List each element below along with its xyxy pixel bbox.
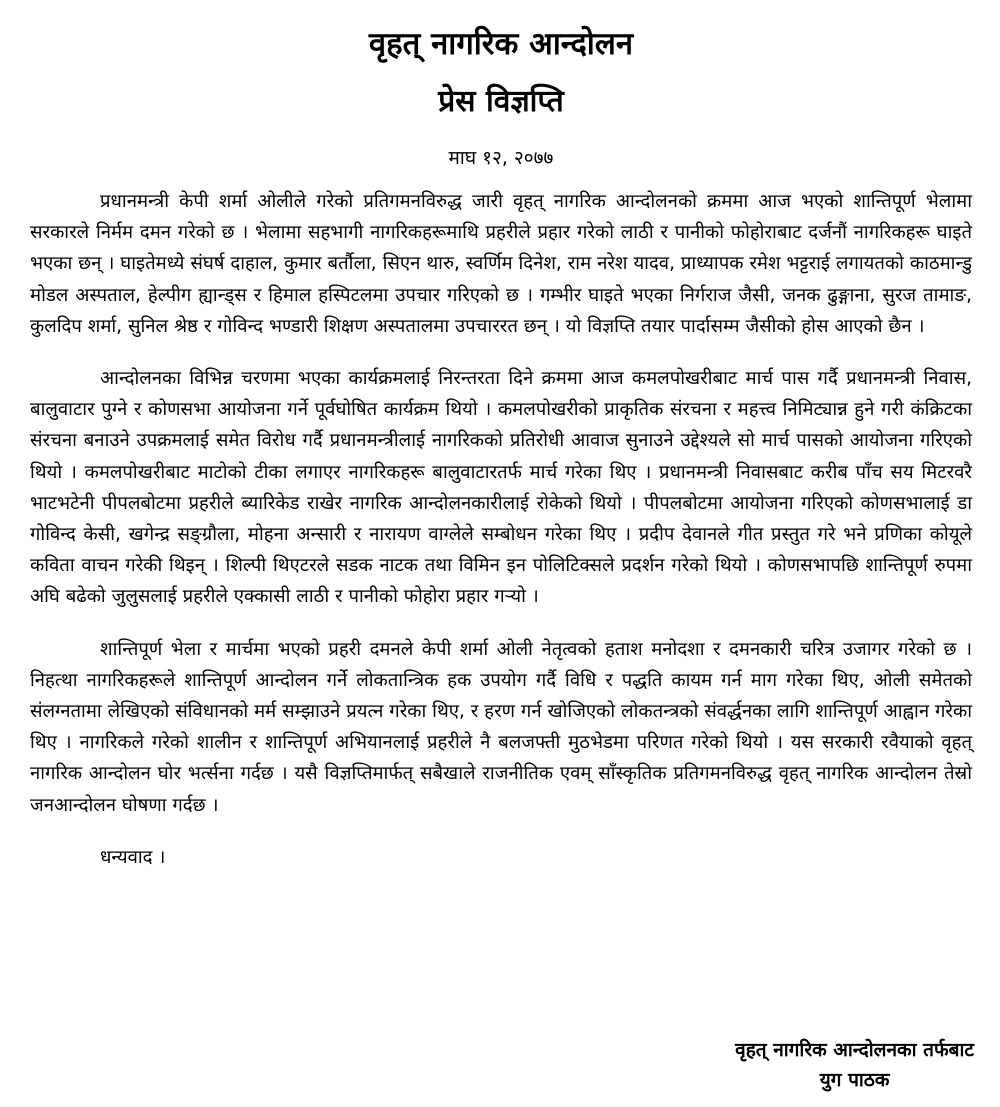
- closing-thanks: धन्यवाद ।: [100, 846, 166, 868]
- signature-block: [735, 1035, 974, 1095]
- release-date: माघ १२, २०७७: [448, 147, 554, 169]
- paragraph-1: प्रधानमन्त्री केपी शर्मा ओलीले गरेको प्रतिगमनविरुद्ध जारी वृहत् नागरिक आन्दोलनको क्रममा आज भएको शान्तिपूर्ण भेलामा सरकारले निर्मम दमन गरेको छ । भेलामा सहभागी नागरिकहरूमाथि प्रहरीले प्रहार गरेको लाठी र पानीको फोहोराबाट दर्जनौं नागरिकहरू घाइते भएका छन् । घाइतेमध्ये संघर्ष दाहाल, कुमार बर्तौला, सिएन थारु, स्वर्णिम दिनेश, राम नरेश यादव, प्राध्यापक रमेश भट्टराई लगायतको काठमान्डु मोडल अस्पताल, हेल्पीग ह्यान्ड्स र हिमाल हस्पिटलमा उपचार गरिएको छ । गम्भीर घाइते भएका निर्गराज जैसी, जनक ढुङ्गाना, सुरज तामाङ, कुलदिप शर्मा, सुनिल श्रेष्ठ र गोविन्द भण्डारी शिक्षण अस्पतालमा उपचाररत छन् । यो विज्ञप्ति तयार पार्दासम्म जैसीको होस आएको छैन ।: [30, 191, 972, 337]
- paragraph-2: आन्दोलनका विभिन्न चरणमा भएका कार्यक्रमलाई निरन्तरता दिने क्रममा आज कमलपोखरीबाट मार्च पास गर्दै प्रधानमन्त्री निवास, बालुवाटार पुग्ने र कोणसभा आयोजना गर्ने पूर्वघोषित कार्यक्रम थियो । कमलपोखरीको प्राकृतिक संरचना र महत्त्व निमिट्यान्न हुने गरी कंक्रिटका संरचना बनाउने उपक्रमलाई समेत विरोध गर्दै प्रधानमन्त्रीलाई नागरिकको प्रतिरोधी आवाज सुनाउने उद्देश्यले सो मार्च पासको आयोजना गरिएको थियो । कमलपोखरीबाट माटोको टीका लगाएर नागरिकहरू बालुवाटारतर्फ मार्च गरेका थिए । प्रधानमन्त्री निवासबाट करीब पाँच सय मिटरवरै भाटभटेनी पीपलबोटमा प्रहरीले ब्यारिकेड राखेर नागरिक आन्दोलनकारीलाई रोकेको थियो । पीपलबोटमा आयोजना गरिएको कोणसभालाई डा गोविन्द केसी, खगेन्द्र सङ्ग्रौला, मोहना अन्सारी र नारायण वाग्लेले सम्बोधन गरेका थिए । प्रदीप देवानले गीत प्रस्तुत गरे भने प्रणिका कोयूले कविता वाचन गरेकी थिइन् । शिल्पी थिएटरले सडक नाटक तथा विमिन इन पोलिटिक्सले प्रदर्शन गरेको थियो । कोणसभापछि शान्तिपूर्ण रुपमा अघि बढेको जुलुसलाई प्रहरीले एक्कासी लाठी र पानीको फोहोरा प्रहार गर्‍यो ।: [30, 368, 972, 608]
- document-title: प्रेस विज्ञप्ति: [438, 84, 564, 119]
- organization-title: वृहत् नागरिक आन्दोलन: [368, 26, 634, 62]
- signature-name: युग पाठक: [819, 1069, 890, 1091]
- paragraph-3: शान्तिपूर्ण भेला र मार्चमा भएको प्रहरी दमनले केपी शर्मा ओली नेतृत्वको हताश मनोदशा र दमनकारी चरित्र उजागर गरेको छ । निहत्था नागरिकहरूले शान्तिपूर्ण आन्दोलन गर्ने लोकतान्त्रिक हक उपयोग गर्दै विधि र पद्धति कायम गर्न माग गरेका थिए, ओली समेतको संलग्नतामा लेखिएको संविधानको मर्म सम्झाउने प्रयत्न गरेका थिए, र हरण गर्न खोजिएको लोकतन्त्रको संवर्द्धनका लागि शान्तिपूर्ण आह्वान गरेका थिए । नागरिकले गरेको शालीन र शान्तिपूर्ण अभियानलाई प्रहरीले नै बलजफ्ती मुठभेडमा परिणत गरेको थियो । यस सरकारी रवैयाको वृहत् नागरिक आन्दोलन घोर भर्त्सना गर्दछ । यसै विज्ञप्तिमार्फत् सबैखाले राजनीतिक एवम् साँस्कृतिक प्रतिगमनविरुद्ध वृहत् नागरिक आन्दोलन तेस्रो जनआन्दोलन घोषणा गर्दछ ।: [30, 638, 972, 816]
- signature-on-behalf: वृहत् नागरिक आन्दोलनका तर्फबाट: [735, 1039, 974, 1061]
